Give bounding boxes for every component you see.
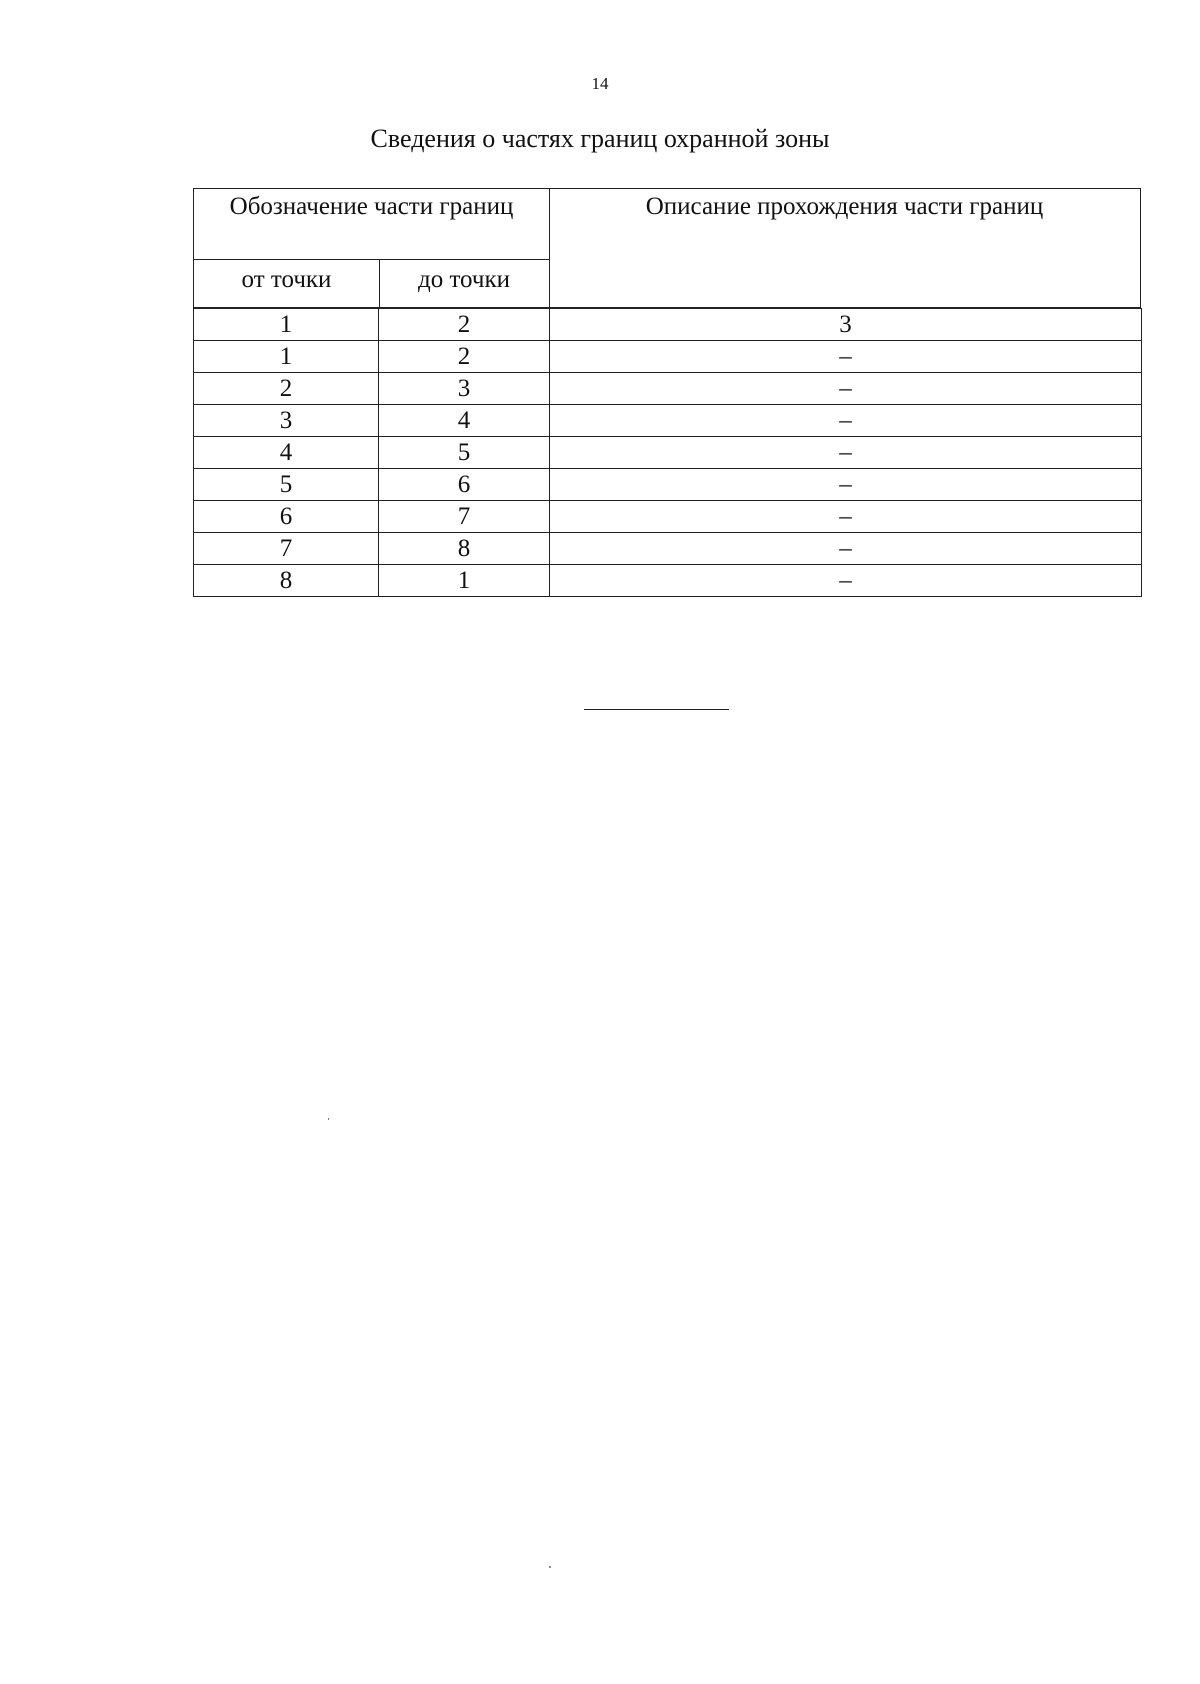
header-from-point: от точки <box>241 266 332 293</box>
end-rule <box>584 709 729 710</box>
cell-from: 4 <box>194 437 379 469</box>
header-designation: Обозначение части границ <box>229 193 514 220</box>
cell-description: – <box>550 565 1142 597</box>
table-row <box>194 533 1142 565</box>
scan-speck <box>549 1566 551 1568</box>
cell-to: 8 <box>379 533 550 565</box>
cell-to: 1 <box>379 565 550 597</box>
cell-description: 3 <box>550 309 1142 341</box>
cell-to: 3 <box>379 373 550 405</box>
table-header <box>193 188 1141 308</box>
cell-from: 3 <box>194 405 379 437</box>
table-row <box>194 373 1142 405</box>
table-row <box>194 341 1142 373</box>
cell-to: 5 <box>379 437 550 469</box>
cell-description: – <box>550 405 1142 437</box>
cell-description: – <box>550 341 1142 373</box>
cell-from: 2 <box>194 373 379 405</box>
boundary-table <box>193 308 1142 597</box>
table-row <box>194 565 1142 597</box>
cell-to: 4 <box>379 405 550 437</box>
cell-description: – <box>550 373 1142 405</box>
scan-speck <box>328 1118 329 1120</box>
cell-from: 6 <box>194 501 379 533</box>
table-row <box>194 437 1142 469</box>
table-row <box>194 501 1142 533</box>
document-title: Сведения о частях границ охранной зоны <box>370 124 830 153</box>
header-description: Описание прохождения части границ <box>645 193 1044 220</box>
cell-from: 5 <box>194 469 379 501</box>
cell-to: 6 <box>379 469 550 501</box>
cell-from: 7 <box>194 533 379 565</box>
cell-description: – <box>550 469 1142 501</box>
cell-from: 1 <box>194 341 379 373</box>
table-row <box>194 405 1142 437</box>
cell-description: – <box>550 501 1142 533</box>
cell-to: 7 <box>379 501 550 533</box>
table-row <box>194 469 1142 501</box>
cell-description: – <box>550 437 1142 469</box>
cell-from: 1 <box>194 309 379 341</box>
cell-to: 2 <box>379 309 550 341</box>
cell-from: 8 <box>194 565 379 597</box>
page-number: 14 <box>591 74 609 93</box>
cell-description: – <box>550 533 1142 565</box>
table-row <box>194 309 1142 341</box>
cell-to: 2 <box>379 341 550 373</box>
header-to-point: до точки <box>417 266 511 293</box>
